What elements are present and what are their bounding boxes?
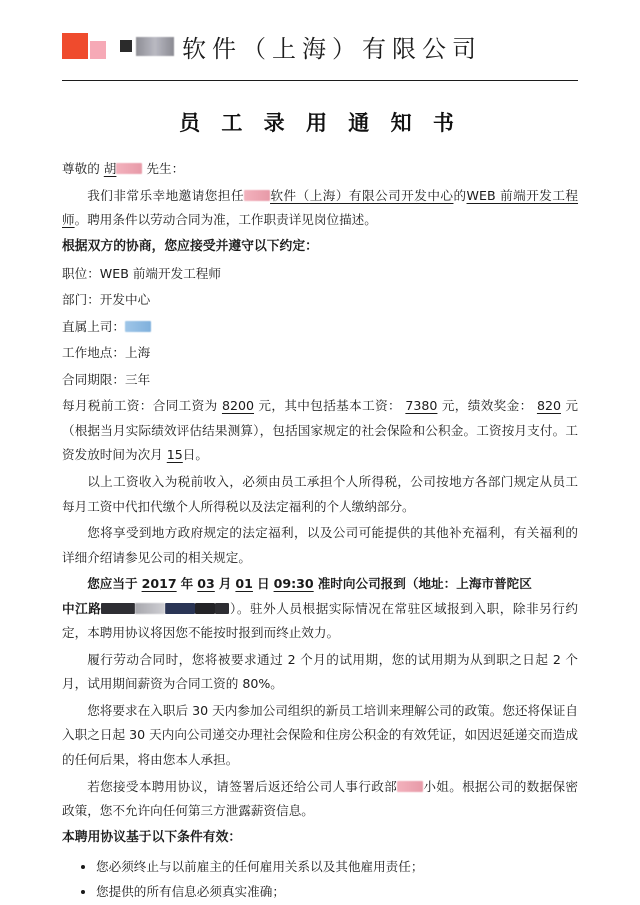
salary-text-5: 日。 <box>182 447 208 463</box>
acceptance-paragraph <box>62 775 578 824</box>
report-prefix: 您应当于 <box>87 576 138 592</box>
salutation-suffix: 先生： <box>146 161 185 176</box>
letterhead <box>62 0 578 78</box>
report-day: 01 <box>235 576 253 592</box>
report-time: 09:30 <box>273 576 314 592</box>
field-manager <box>62 315 578 340</box>
redaction-name-bar <box>116 163 142 174</box>
report-address-label: 中江路 <box>62 600 102 616</box>
redaction-block-blur <box>136 37 174 56</box>
logo-pink-block <box>90 41 106 59</box>
company-name: 软件（上海）有限公司 <box>182 34 482 63</box>
report-month-unit: 月 <box>218 576 232 592</box>
redaction-addr-1 <box>101 603 135 614</box>
intro-text-4: 。 <box>74 212 88 228</box>
salary-paragraph <box>62 394 578 468</box>
list-item: • 您提供的所有信息必须真实准确； <box>96 880 578 905</box>
salary-base-value: 7380 <box>405 398 438 414</box>
letterhead-divider <box>62 80 578 81</box>
company-logo-icon <box>62 33 106 59</box>
intro-text-5: 聘用条件以劳动合同为准，工作职责详见岗位描述。 <box>87 212 377 228</box>
letter-body <box>62 157 578 905</box>
probation-text-2: 个月的试用期，您的试用期为从到职之日起 <box>300 651 549 667</box>
redaction-hr-name <box>397 781 423 792</box>
salary-bonus-value: 820 <box>536 398 561 414</box>
acceptance-text-1: 若您接受本聘用协议，请签署后返还给公司人事行政部 <box>87 778 398 794</box>
field-manager-label: 直属上司： <box>62 318 125 334</box>
acceptance-text-2: 小姐。根据公司的数据保密政策，您不允许向任何第三方泄露薪资信息。 <box>62 778 579 819</box>
report-year: 2017 <box>141 576 177 592</box>
probation-text-1: 履行劳动合同时，您将被要求通过 <box>87 651 284 667</box>
training-paragraph: 您将要求在入职后 30 天内参加公司组织的新员工培训来理解公司的政策。您还将保证自入职之日起 30 天内向公司递交办理社会保险和住房公积金的有效凭证，如因迟延递交而造成的任何后果，将由您本人承担。 <box>62 702 578 767</box>
report-year-unit: 年 <box>180 576 194 592</box>
field-location <box>62 341 578 366</box>
field-contract-term <box>62 368 578 393</box>
redaction-addr-2 <box>135 603 165 614</box>
report-suffix: 准时向公司报到（地址：上海市普陀区 <box>317 576 532 592</box>
redaction-block-dark <box>120 40 132 52</box>
probation-months: 2 <box>287 651 296 667</box>
intro-text-1: 我们非常乐幸地邀请您担任 <box>87 187 245 203</box>
intro-text-2: 软件（上海）有限公司开发中心 <box>270 187 454 203</box>
report-address-tail: ）。驻外人员根据实际情况在常驻区域报到入职，除非另行约定，本聘用协议将因您不能按时报到而终止效力。 <box>62 600 579 641</box>
field-department-label: 部门： <box>62 292 100 308</box>
redaction-manager-bar <box>125 321 151 332</box>
conditions-list <box>62 855 578 905</box>
welfare-paragraph: 您将享受到地方政府规定的法定福利，以及公司可能提供的其他补充福利，有关福利的详细介绍请参见公司的相关规定。 <box>62 525 578 565</box>
field-contract-term-value: 三年 <box>124 371 151 387</box>
field-position-label: 职位： <box>62 265 100 281</box>
page-title: 员 工 录 用 通 知 书 <box>179 110 461 135</box>
salutation-name: 胡 <box>103 161 117 176</box>
conditions-heading: 本聘用协议基于以下条件有效： <box>62 829 242 845</box>
salary-total-value: 8200 <box>221 398 255 414</box>
intro-text-3: 的 <box>453 187 467 203</box>
field-department <box>62 288 578 313</box>
tax-paragraph: 以上工资收入为税前收入，必须由员工承担个人所得税，公司按地方各部门规定从员工每月工资中代扣代缴个人所得税以及法定福利的个人缴纳部分。 <box>62 473 578 514</box>
salary-text-4: 元（根据当月实际绩效评估结果测算），包括国家规定的社会保险和公积金。工资按月支付。工资发放时间为次月 <box>62 398 578 463</box>
salary-text-3: 元，绩效奖金： <box>441 398 533 414</box>
salutation <box>62 157 578 182</box>
redaction-addr-3 <box>165 603 195 614</box>
report-paragraph <box>62 572 578 646</box>
salary-payday-value: 15 <box>166 447 183 463</box>
redaction-addr-4 <box>195 603 215 614</box>
intro-position: WEB 前端开发工程师 <box>62 187 579 228</box>
report-day-unit: 日 <box>256 576 270 592</box>
field-position-value: WEB 前端开发工程师 <box>99 265 221 281</box>
report-month: 03 <box>197 576 215 592</box>
field-position <box>62 262 578 287</box>
salary-text-1: 每月税前工资：合同工资为 <box>62 398 218 414</box>
field-location-value: 上海 <box>124 345 151 361</box>
intro-paragraph <box>62 184 578 233</box>
probation-paragraph <box>62 648 578 697</box>
probation-months-2: 2 <box>552 651 561 667</box>
logo-red-block <box>62 33 88 59</box>
field-department-value: 开发中心 <box>99 292 151 308</box>
salary-text-2: 元，其中包括基本工资： <box>258 398 401 414</box>
salutation-prefix: 尊敬的 <box>62 161 100 176</box>
list-item: • 您必须终止与以前雇主的任何雇用关系以及其他雇用责任； <box>96 855 578 880</box>
field-contract-term-label: 合同期限： <box>62 371 125 387</box>
redaction-company-bar <box>244 190 270 201</box>
probation-text-3: 个月，试用期间薪资为合同工资的 80%。 <box>62 651 578 692</box>
field-location-label: 工作地点： <box>62 345 125 361</box>
agreement-heading: 根据双方的协商，您应接受并遵守以下约定： <box>62 238 318 254</box>
redaction-addr-5 <box>215 603 229 614</box>
